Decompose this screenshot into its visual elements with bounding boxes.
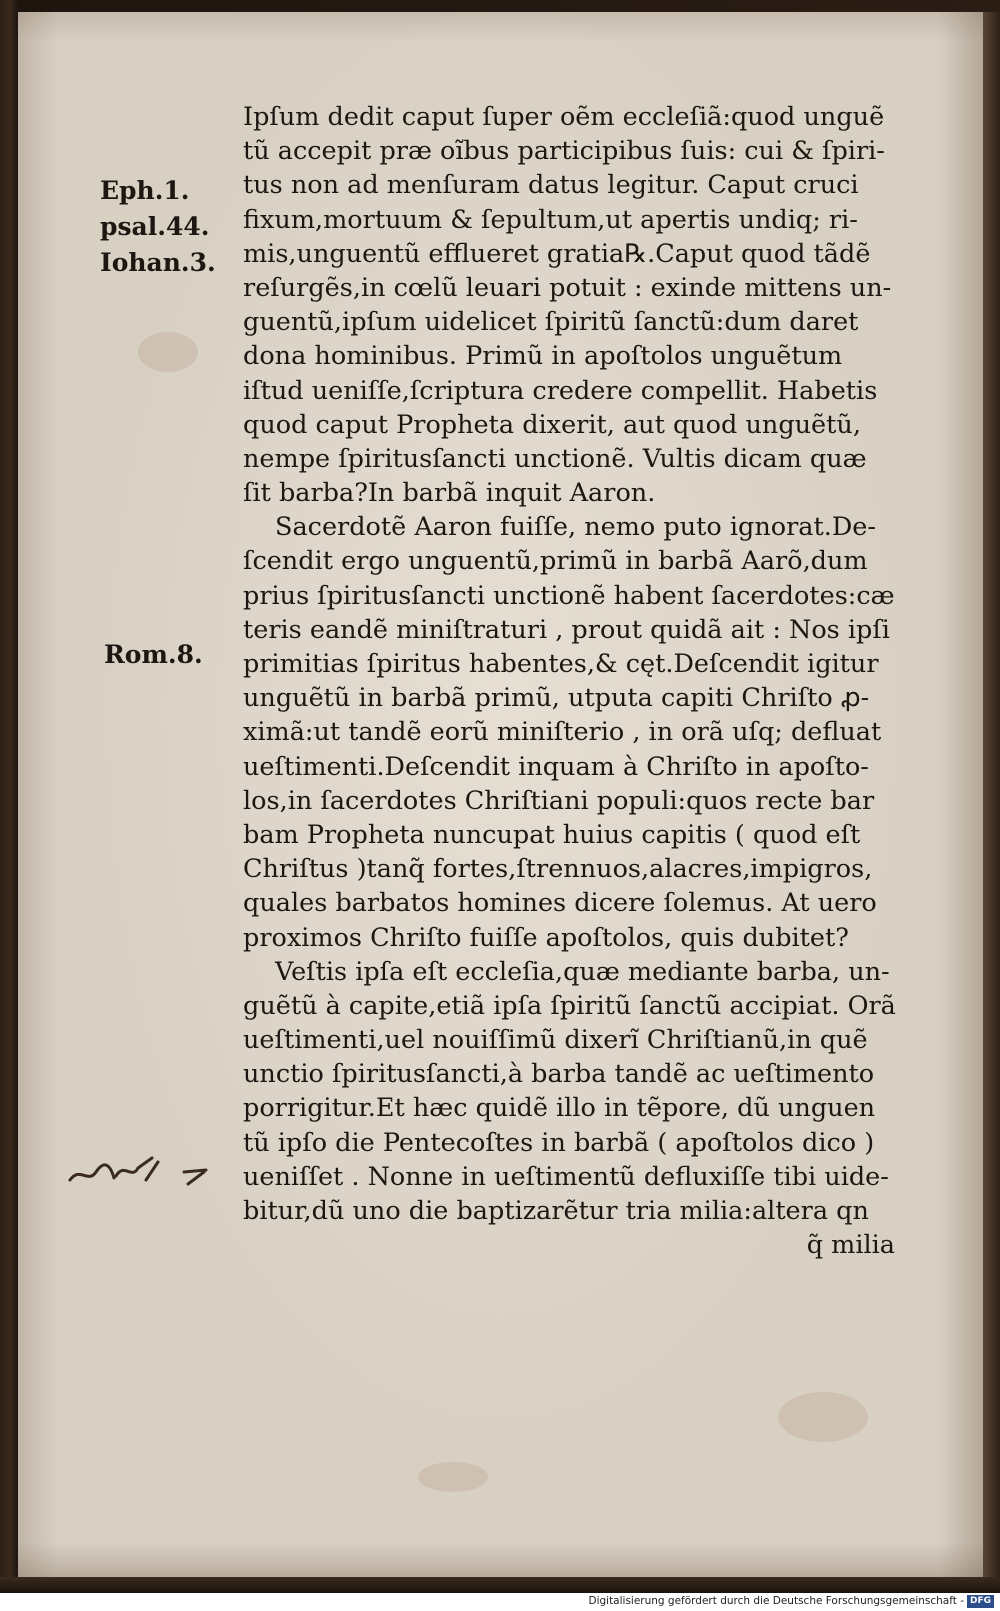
- book-bottom-edge: [0, 1577, 1000, 1593]
- text-line: Sacerdotẽ Aaron fuiſſe, nemo puto ignorat.De-: [275, 512, 876, 543]
- margin-note-iohan: Iohan.3.: [100, 248, 216, 277]
- text-line: guẽtũ à capite,etiã ipſa ſpiritũ ſanctũ accipiat. Orã: [243, 990, 896, 1021]
- text-line: ueniſſet . Nonne in ueſtimentũ defluxiſſe tibi uide-: [243, 1161, 889, 1192]
- text-line: dona hominibus. Primũ in apoſtolos unguẽtum: [243, 341, 843, 372]
- funding-credit: Digitalisierung gefördert durch die Deutsche Forschungsgemeinschaft -: [588, 1595, 964, 1607]
- text-line: guentũ,ipſum uidelicet ſpiritũ ſanctũ:dum daret: [243, 307, 859, 338]
- text-line: Chriſtus )tanq̃ fortes,ſtrennuos,alacres,impigros,: [243, 854, 873, 885]
- text-line: quod caput Propheta dixerit, aut quod unguẽtũ,: [243, 409, 861, 440]
- text-line: tũ ipſo die Pentecoſtes in barbã ( apoſtolos dico ): [243, 1127, 875, 1158]
- text-line: primitias ſpiritus habentes,& cęt.Deſcendit igitur: [243, 649, 879, 679]
- text-line: quales barbatos homines dicere ſolemus. At uero: [243, 888, 877, 919]
- text-line: ueſtimenti,uel nouiſſimũ dixerĩ Chriſtianũ,in quẽ: [243, 1025, 868, 1056]
- catchword: q̃ milia: [806, 1230, 895, 1261]
- text-line: porrigitur.Et hæc quidẽ illo in tẽpore, dũ unguen: [243, 1093, 876, 1124]
- text-line: fixum,mortuum & ſepultum,ut apertis undiq; ri-: [243, 204, 858, 235]
- text-line: nempe ſpiritusſancti unctionẽ. Vultis dicam quæ: [243, 443, 867, 474]
- page-stack-edge: [983, 12, 1000, 1577]
- text-line: tus non ad menſuram datus legitur. Caput cruci: [243, 170, 859, 201]
- text-line: Ipſum dedit caput ſuper oẽm eccleſiã:quod unguẽ: [243, 102, 885, 132]
- text-line: tũ accepit præ oĩbus participibus ſuis: cui & ſpiri-: [243, 136, 885, 167]
- text-line: ſcendit ergo unguentũ,primũ in barbã Aarõ,dum: [243, 546, 868, 577]
- text-line: bam Propheta nuncupat huius capitis ( quod eſt: [243, 819, 861, 850]
- text-line: prius ſpiritusſancti unctionẽ habent ſacerdotes:cæ: [243, 580, 895, 611]
- text-line: ximã:ut tandẽ eorũ miniſterio , in orã uſq; defluat: [243, 717, 882, 748]
- text-line: teris eandẽ miniſtraturi , prout quidã ait : Nos ipſi: [243, 614, 890, 645]
- footer-bar: [0, 1593, 1000, 1611]
- text-line: ueſtimenti.Deſcendit inquam à Chriſto in apoſto-: [243, 751, 869, 782]
- main-text-block: [243, 100, 903, 1262]
- text-line: proximos Chriſto fuiſſe apoſtolos, quis dubitet?: [243, 922, 849, 953]
- text-line: mis,unguentũ efflueret gratia℞.Caput quod tãdẽ: [243, 238, 871, 269]
- text-line: bitur,dũ uno die baptizarẽtur tria milia:altera qn: [243, 1196, 869, 1226]
- text-line: reſurgẽs,in cœlũ leuari potuit : exinde mittens un-: [243, 272, 892, 303]
- text-line: ſit barba?In barbã inquit Aaron.: [243, 478, 656, 509]
- text-line: Veſtis ipſa eſt eccleſia,quæ mediante barba, un-: [275, 956, 890, 987]
- margin-note-rom: Rom.8.: [104, 640, 203, 669]
- handwritten-annotation: [66, 1150, 216, 1192]
- dfg-logo: DFG: [967, 1595, 994, 1608]
- margin-note-psal: psal.44.: [100, 212, 210, 241]
- text-line: iſtud ueniſſe,ſcriptura credere compellit. Habetis: [243, 375, 878, 406]
- text-line: unguẽtũ in barbã primũ, utputa capiti Chriſto ꝓ-: [243, 683, 870, 714]
- text-line: unctio ſpiritusſancti,à barba tandẽ ac ueſtimento: [243, 1059, 875, 1090]
- margin-note-eph: Eph.1.: [100, 176, 190, 205]
- text-line: los,in ſacerdotes Chriſtiani populi:quos recte bar: [243, 785, 875, 816]
